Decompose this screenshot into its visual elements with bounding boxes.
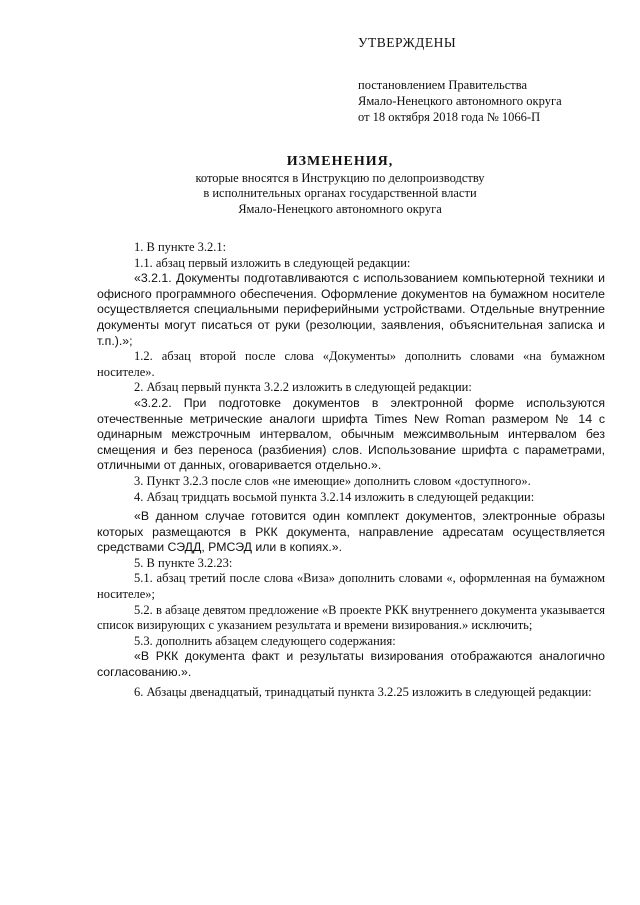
paragraph-1-2: 1.2. абзац второй после слова «Документы» дополнить словами «на бумажном носителе».	[97, 349, 605, 379]
paragraph-quote-3-2-2: «3.2.2. При подготовке документов в электронной форме используются отечественные метрические аналоги шрифта Times New Roman размером № 14 с одинарным межстрочным интервалом, обычным межсимвольным интервалом без смещения и без переноса (разбиения) слов. Использование шрифта с параметрами, отличными от данных, оговаривается отдельно.».	[97, 395, 605, 473]
paragraph-1: 1. В пункте 3.2.1:	[134, 240, 227, 254]
paragraph-quote-3-2-14: «В данном случае готовится один комплект документов, электронные образы которых размещаются в РКК документа, направление адресатам осуществляется средствами СЭДД, РМСЭД или в копиях.».	[97, 509, 605, 555]
paragraph-5-2: 5.2. в абзаце девятом предложение «В проекте РКК внутреннего документа указывается список визирующих с указанием результата и времени визирования.» исключить;	[97, 602, 605, 633]
document-title: ИЗМЕНЕНИЯ,	[286, 154, 394, 169]
approval-line-1: постановлением Правительства	[358, 78, 528, 92]
paragraph-2: 2. Абзац первый пункта 3.2.2 изложить в следующей редакции:	[134, 380, 472, 395]
paragraph-3: 3. Пункт 3.2.3 после слов «не имеющие» дополнить словом «доступного».	[134, 473, 531, 488]
approval-line-3: от 18 октября 2018 года № 1066-П	[358, 110, 541, 124]
document-heading	[120, 154, 560, 217]
paragraph-4: 4. Абзац тридцать восьмой пункта 3.2.14 изложить в следующей редакции:	[134, 489, 535, 504]
approval-title: УТВЕРЖДЕНЫ	[358, 35, 457, 50]
approval-line-2: Ямало-Ненецкого автономного округа	[358, 94, 562, 108]
paragraph-5-3: 5.3. дополнить абзацем следующего содержания:	[134, 633, 396, 648]
approval-block	[358, 35, 628, 125]
paragraph-quote-3-2-1: «3.2.1. Документы подготавливаются с использованием компьютерной техники и офисного программного обеспечения. Оформление документов на бумажном носителе осуществляется специальными периферийными устройствами. Отдельные внутренние документы могут писаться от руки (резолюции, заявления, объяснительная записка и т.п.).»;	[97, 271, 605, 348]
paragraph-1-1: 1.1. абзац первый изложить в следующей редакции:	[134, 255, 411, 270]
document-body	[97, 240, 605, 700]
paragraph-6: 6. Абзацы двенадцатый, тринадцатый пункта 3.2.25 изложить в следующей редакции:	[134, 684, 592, 699]
paragraph-quote-new: «В РКК документа факт и результаты визирования отображаются аналогично согласованию.».	[97, 649, 605, 680]
paragraph-5-1: 5.1. абзац третий после слова «Виза» дополнить словами «, оформленная на бумажном носителе»;	[97, 571, 605, 602]
heading-line-2: в исполнительных органах государственной власти	[203, 186, 477, 200]
heading-line-3: Ямало-Ненецкого автономного округа	[238, 201, 442, 216]
heading-line-1: которые вносятся в Инструкцию по делопроизводству	[195, 170, 485, 185]
paragraph-5: 5. В пункте 3.2.23:	[134, 555, 233, 570]
